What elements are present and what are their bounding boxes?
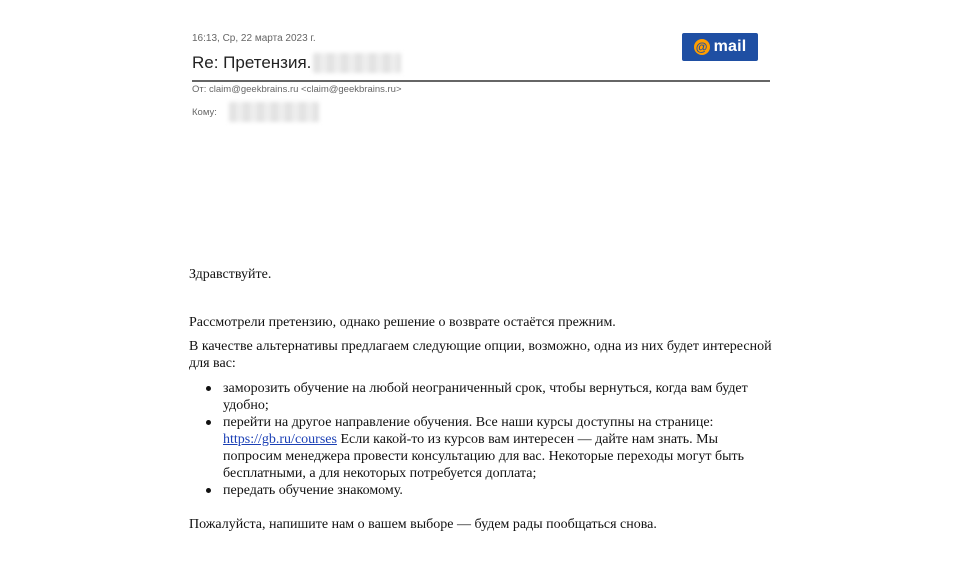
email-subject bbox=[192, 53, 401, 73]
to-label: Кому: bbox=[192, 106, 217, 118]
mail-logo bbox=[682, 33, 758, 61]
redacted-subject bbox=[313, 53, 401, 73]
list-item: заморозить обучение на любой неограниченный срок, чтобы вернуться, когда вам будет удобно; bbox=[223, 380, 779, 414]
at-icon: @ bbox=[694, 39, 710, 55]
courses-link[interactable]: https://gb.ru/courses bbox=[223, 432, 337, 447]
email-from bbox=[192, 84, 402, 95]
logo-text: mail bbox=[713, 38, 747, 55]
option2-continuation: Если какой-то из курсов вам интересен — дайте нам знать. Мы попросим менеджера провести консультацию для вас. Некоторые переходы могут быть бесплатными, а для некоторых потребуется доплата; bbox=[223, 432, 744, 481]
list-item bbox=[223, 414, 779, 482]
from-label: От: bbox=[192, 84, 207, 95]
list-item: передать обучение знакомому. bbox=[223, 482, 779, 499]
intro-paragraph: Рассмотрели претензию, однако решение о возврате остаётся прежним. bbox=[189, 315, 616, 330]
greeting: Здравствуйте. bbox=[189, 267, 272, 282]
email-to bbox=[192, 102, 319, 122]
options-list bbox=[189, 380, 779, 499]
email-subject-text: Re: Претензия. bbox=[192, 53, 312, 72]
redacted-recipient bbox=[229, 102, 319, 122]
option2-text: перейти на другое направление обучения. Все наши курсы доступны на странице: bbox=[223, 415, 714, 430]
alternatives-paragraph: В качестве альтернативы предлагаем следующие опции, возможно, одна из них будет интересной для вас: bbox=[189, 339, 772, 371]
email-date: 16:13, Ср, 22 марта 2023 г. bbox=[192, 33, 316, 44]
header-divider bbox=[192, 80, 770, 82]
from-value: claim@geekbrains.ru <claim@geekbrains.ru> bbox=[209, 84, 402, 95]
email-body bbox=[189, 266, 779, 533]
closing-paragraph: Пожалуйста, напишите нам о вашем выборе — будем рады пообщаться снова. bbox=[189, 517, 657, 532]
